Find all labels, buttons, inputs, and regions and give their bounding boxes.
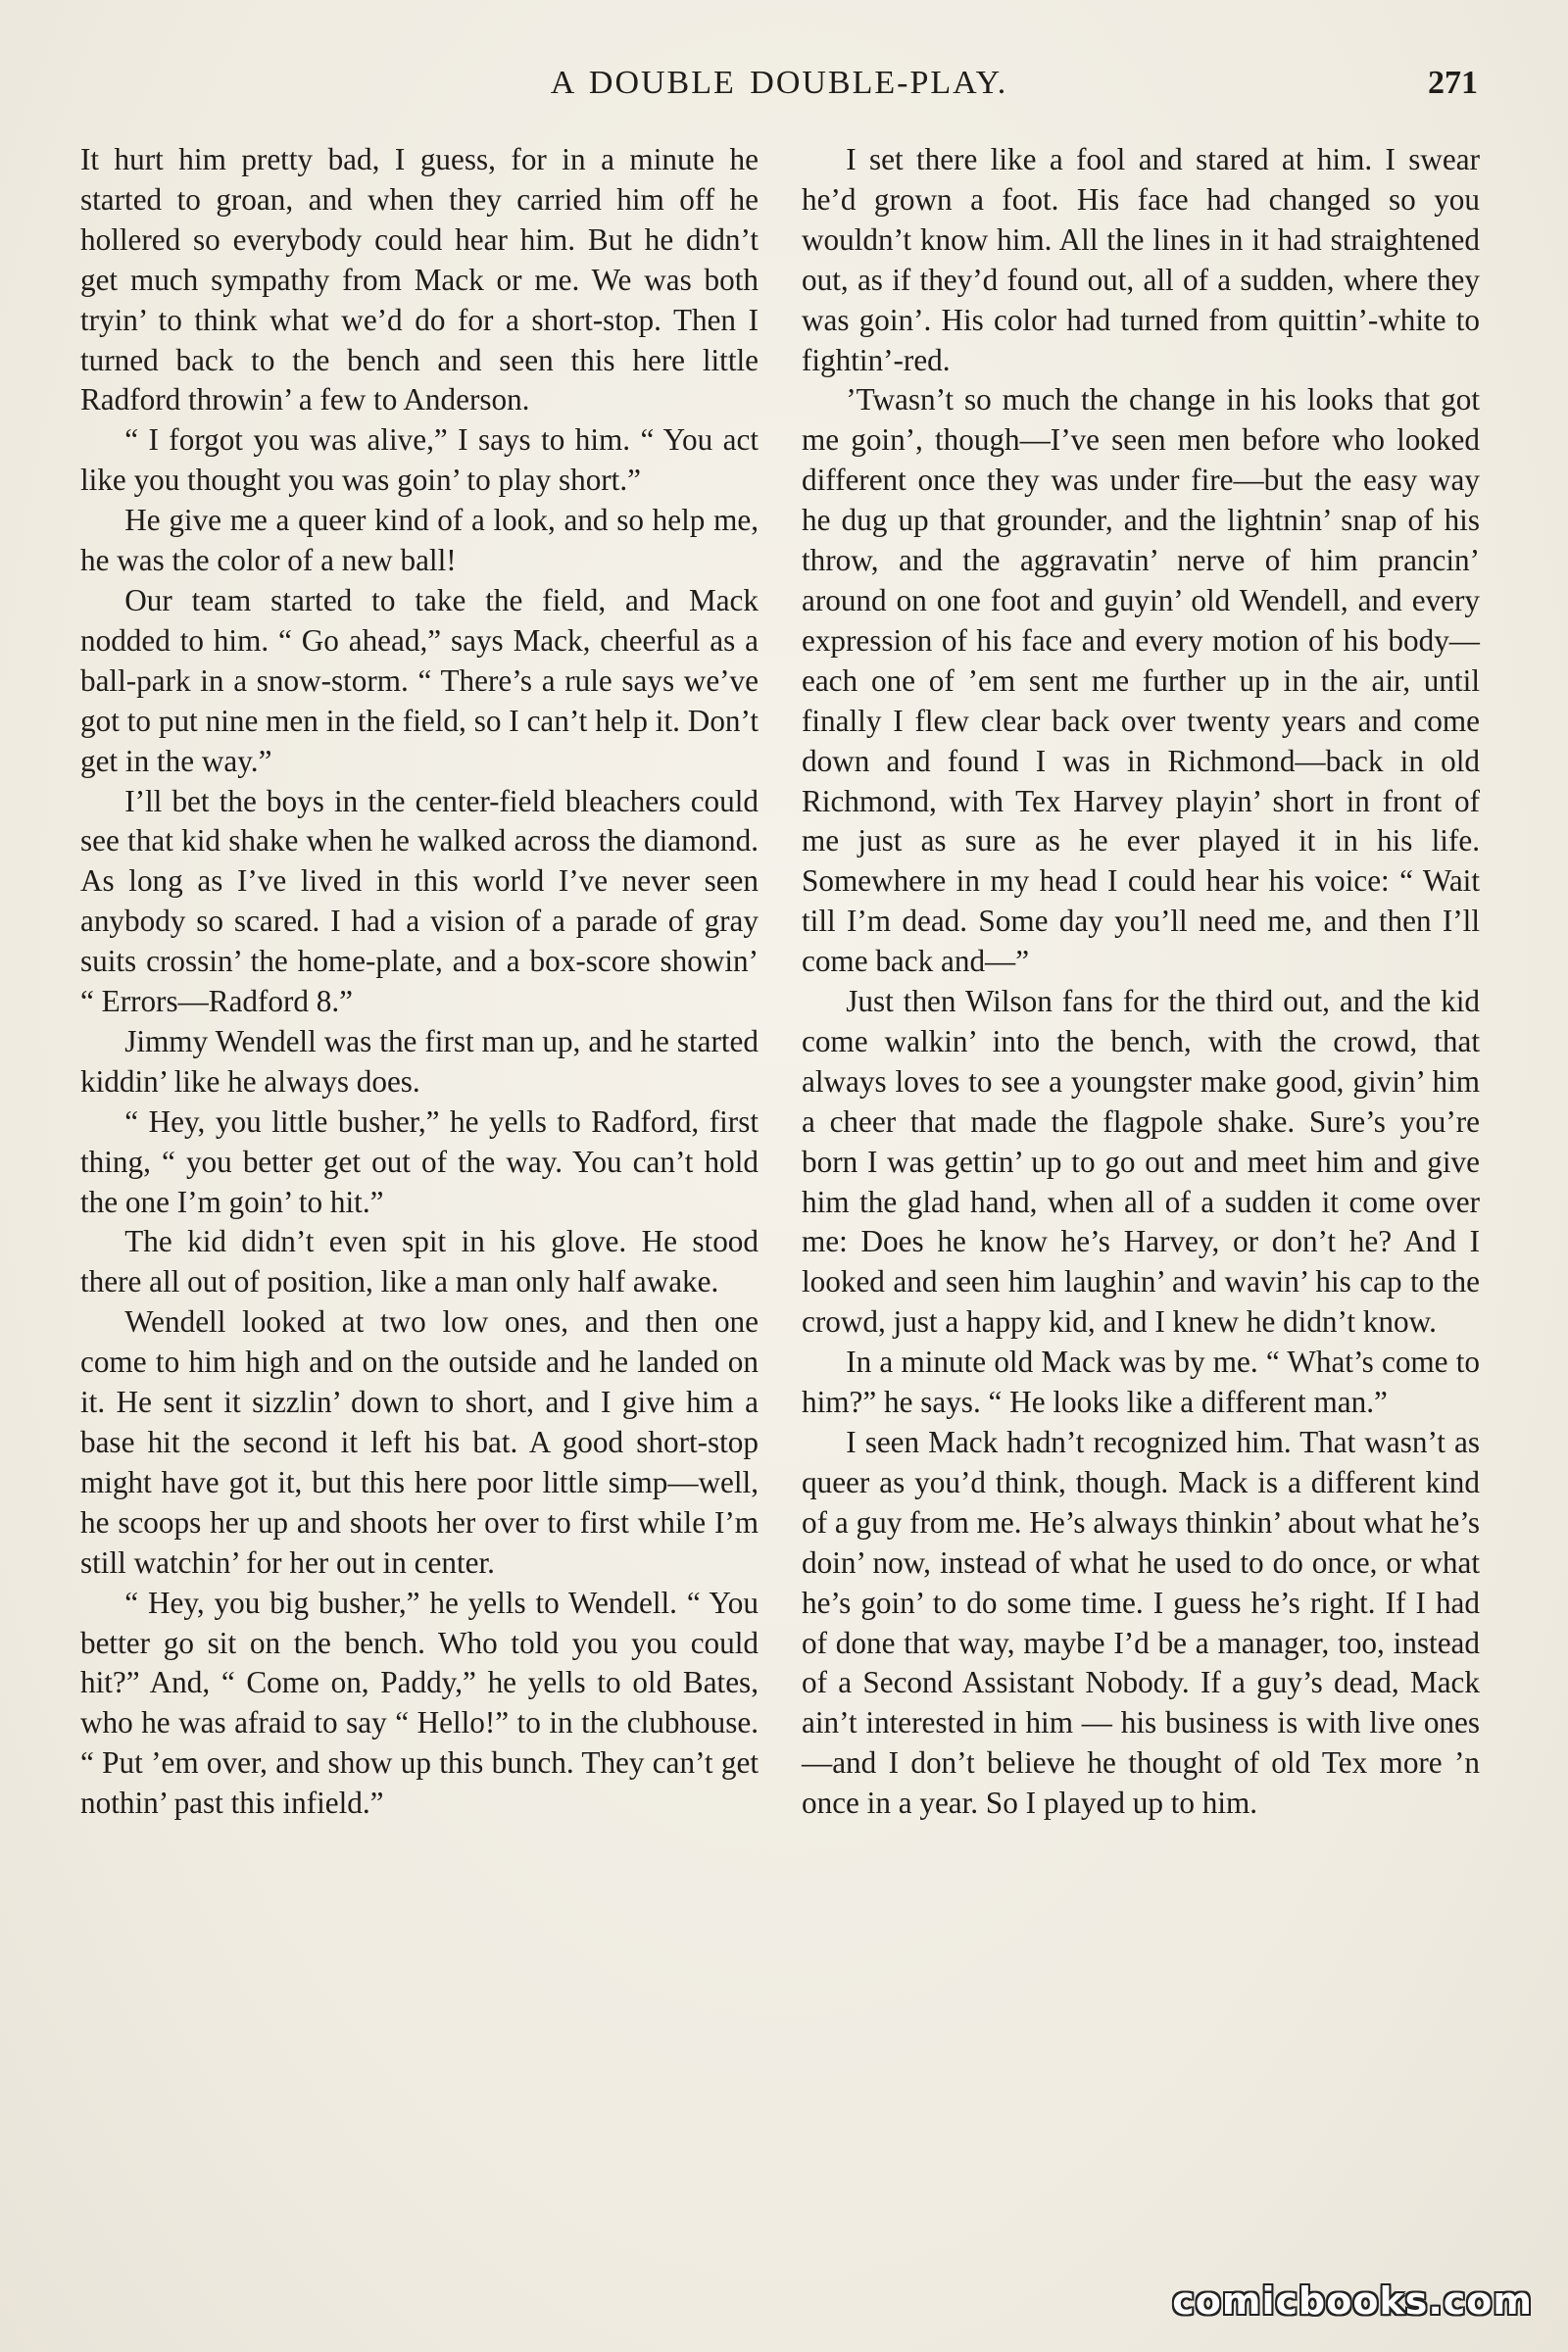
paragraph: “ Hey, you big busher,” he yells to Wendell. “ You better go sit on the bench. Who told you you could hit?” And, “ Come on, Paddy,” he yells to old Bates, who he was afraid to say “ Hello!” to in the clubhouse. “ Put ’em over, and show up this bunch. They can’t get nothin’ past this infield.”	[80, 1585, 759, 1821]
page-number: 271	[1428, 65, 1478, 101]
paragraph: Wendell looked at two low ones, and then one come to him high and on the outside and he landed on it. He sent it sizzlin’ down to short, and I give him a base hit the second it left his bat. A good short-stop might have got it, but this here poor little simp—well, he scoops her up and shoots her over to first while I’m still watchin’ for her out in center.	[80, 1304, 759, 1580]
paragraph: Our team started to take the field, and Mack nodded to him. “ Go ahead,” says Mack, cheerful as a ball-park in a snow-storm. “ There’s a rule says we’ve got to put nine men in the field, so I can’t help it. Don’t get in the way.”	[80, 582, 759, 778]
paragraph: “ I forgot you was alive,” I says to him. “ You act like you thought you was goin’ to play short.”	[80, 422, 759, 498]
paragraph: Just then Wilson fans for the third out, and the kid come walkin’ into the bench, with the crowd, that always loves to see a youngster make good, givin’ him a cheer that made the flagpole shake. Sure’s you’re born I was gettin’ up to go out and meet him and give him the glad hand, when all of a sudden it come over me: Does he know he’s Harvey, or don’t he? And I looked and seen him laughin’ and wavin’ his cap to the crowd, just a happy kid, and I knew he didn’t know.	[802, 984, 1480, 1340]
paragraph: I’ll bet the boys in the center-field bleachers could see that kid shake when he walked across the diamond. As long as I’ve lived in this world I’ve never seen anybody so scared. I had a vision of a parade of gray suits crossin’ the home-plate, and a box-score showin’ “ Errors—Radford 8.”	[80, 783, 759, 1019]
running-title: A DOUBLE DOUBLE-PLAY.	[550, 65, 1008, 101]
watermark: comicbooks.com	[1172, 2279, 1533, 2323]
right-column	[802, 140, 1480, 2277]
paragraph: In a minute old Mack was by me. “ What’s come to him?” he says. “ He looks like a different man.”	[802, 1345, 1480, 1420]
paragraph: ’Twasn’t so much the change in his looks that got me goin’, though—I’ve seen men before who looked different once they was under fire—but the easy way he dug up that grounder, and the lightnin’ snap of his throw, and the aggravatin’ nerve of him prancin’ around on one foot and guyin’ old Wendell, and every expression of his face and every motion of his body—each one of ’em sent me further up in the air, until finally I flew clear back over twenty years and come down and found I was in Richmond—back in old Richmond, with Tex Harvey playin’ short in front of me just as sure as he ever played it in his life. Somewhere in my head I could hear his voice: “ Wait till I’m dead. Some day you’ll need me, and then I’ll come back and—”	[802, 382, 1480, 979]
paragraph: The kid didn’t even spit in his glove. He stood there all out of position, like a man only half awake.	[80, 1224, 759, 1299]
paragraph: He give me a queer kind of a look, and so help me, he was the color of a new ball!	[80, 503, 759, 578]
paragraph: I seen Mack hadn’t recognized him. That wasn’t as queer as you’d think, though. Mack is a different kind of a guy from me. He’s always thinkin’ about what he’s doin’ now, instead of what he used to do once, or what he’s goin’ to do some time. I guess he’s right. If I had of done that way, maybe I’d be a manager, too, instead of a Second Assistant Nobody. If a guy’s dead, Mack ain’t interested in him — his business is with live ones—and I don’t believe he thought of old Tex more ’n once in a year. So I played up to him.	[802, 1425, 1480, 1821]
text-columns	[80, 140, 1480, 2277]
running-head	[80, 65, 1478, 114]
paragraph: Jimmy Wendell was the first man up, and he started kiddin’ like he always does.	[80, 1023, 759, 1099]
paragraph: I set there like a fool and stared at him. I swear he’d grown a foot. His face had changed so you wouldn’t know him. All the lines in it had straightened out, as if they’d found out, all of a sudden, where they was goin’. His color had turned from quittin’-white to fightin’-red.	[802, 142, 1480, 377]
left-column	[80, 140, 759, 2277]
paragraph: “ Hey, you little busher,” he yells to Radford, first thing, “ you better get out of the way. You can’t hold the one I’m goin’ to hit.”	[80, 1103, 759, 1219]
paragraph: It hurt him pretty bad, I guess, for in a minute he started to groan, and when they carried him off he hollered so everybody could hear him. But he didn’t get much sympathy from Mack or me. We was both tryin’ to think what we’d do for a short-stop. Then I turned back to the bench and seen this here little Radford throwin’ a few to Anderson.	[80, 142, 759, 417]
